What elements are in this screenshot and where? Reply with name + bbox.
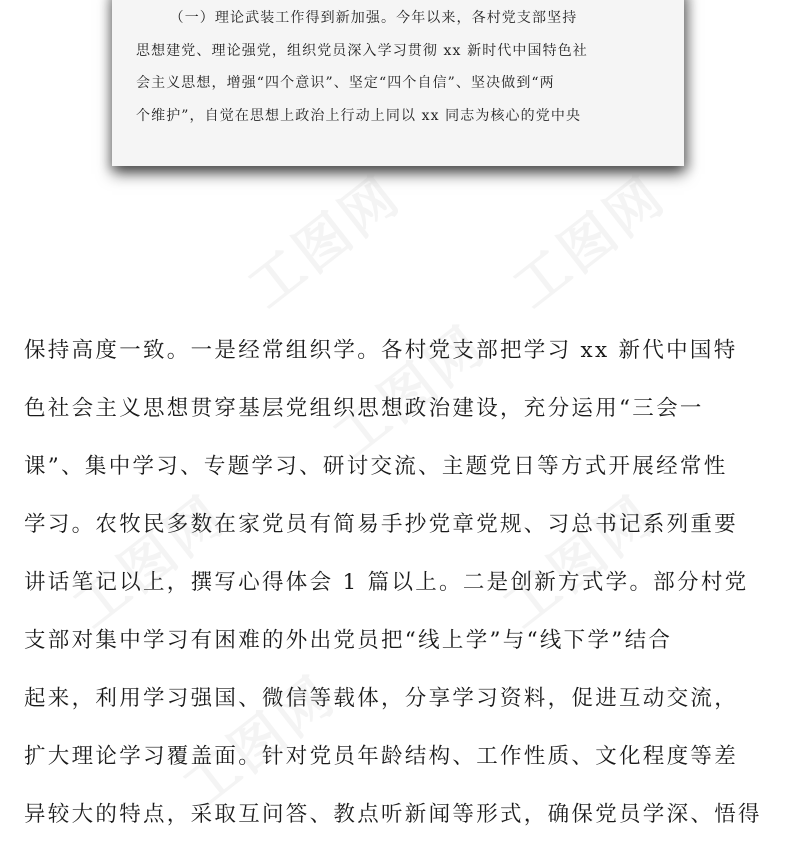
body-line: 扩大理论学习覆盖面。针对党员年龄结构、工作性质、文化程度等差 — [24, 744, 739, 769]
watermark-logo: 工图网 — [236, 163, 413, 321]
watermark-logo: 工图网 — [321, 313, 498, 471]
body-line: 异较大的特点，采取互问答、教点听新闻等形式，确保党员学深、悟得 — [24, 802, 762, 827]
body-line: 支部对集中学习有困难的外出党员把“线上学”与“线下学”结合 — [24, 628, 673, 653]
excerpt-line: 思想建党、理论强党，组织党员深入学习贯彻 xx 新时代中国特色社 — [136, 42, 588, 59]
body-line: 色社会主义思想贯穿基层党组织思想政治建设，充分运用“三会一 — [24, 396, 704, 421]
watermark-logo: 工图网 — [171, 663, 348, 821]
excerpt-line: （一）理论武装工作得到新加强。今年以来，各村党支部坚持 — [169, 10, 578, 26]
body-line: 课”、集中学习、专题学习、研讨交流、主题党日等方式开展经常性 — [24, 454, 728, 479]
body-line: 讲话笔记以上，撰写心得体会 1 篇以上。二是创新方式学。部分村党 — [24, 570, 749, 595]
body-line: 学习。农牧民多数在家党员有简易手抄党章党规、习总书记系列重要 — [24, 512, 739, 537]
watermark-logo: 工图网 — [501, 163, 678, 321]
watermark-logo: 工图网 — [491, 483, 668, 641]
body-line: 保持高度一致。一是经常组织学。各村党支部把学习 xx 新代中国特 — [24, 338, 738, 363]
excerpt-line: 个维护”，自觉在思想上政治上行动上同以 xx 同志为核心的党中央 — [136, 107, 582, 124]
watermark-logo: 工图网 — [61, 483, 238, 641]
body-paragraph — [24, 322, 784, 844]
quoted-excerpt-card — [112, 0, 684, 166]
excerpt-paragraph — [136, 2, 666, 132]
body-line: 起来，利用学习强国、微信等载体，分享学习资料，促进互动交流， — [24, 686, 739, 711]
excerpt-line: 会主义思想，增强“四个意识”、坚定“四个自信”、坚决做到“两 — [136, 75, 555, 91]
